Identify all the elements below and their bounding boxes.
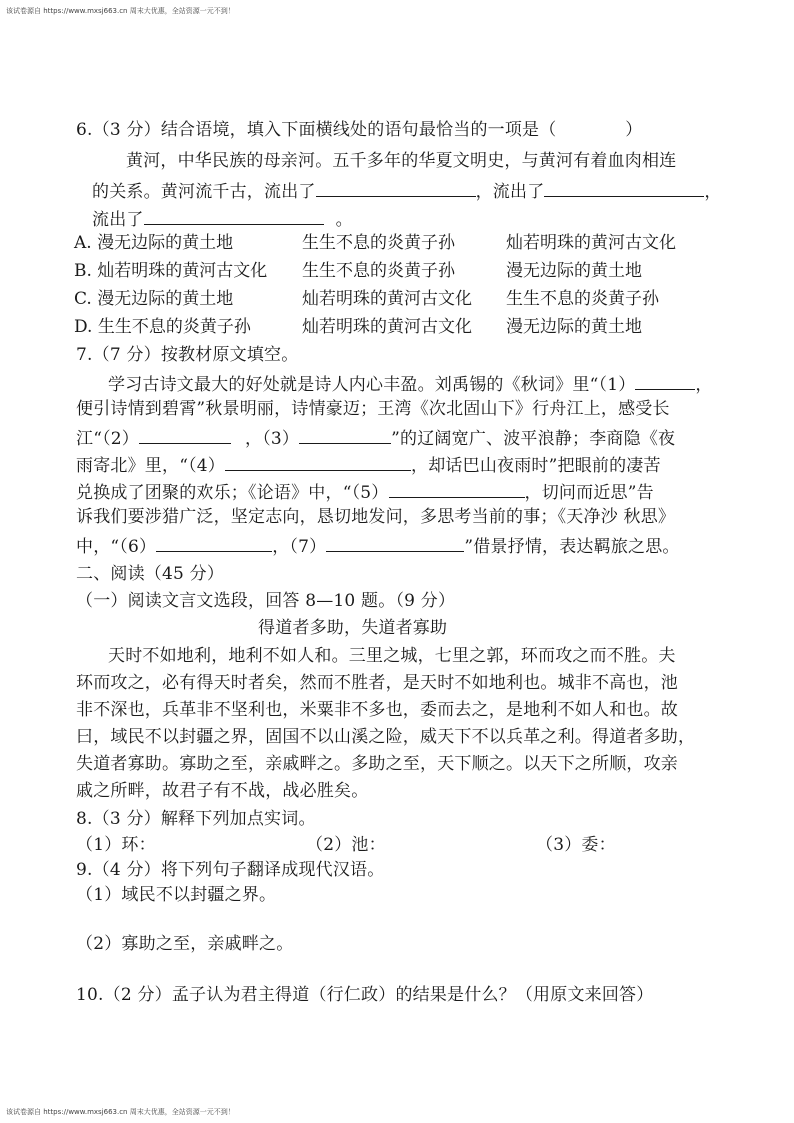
q6-option-a-c: 灿若明珠的黄河古文化 — [506, 233, 676, 253]
q6-option-a[interactable]: A. 漫无边际的黄土地 — [74, 233, 234, 253]
q7-stem: 7.（7 分）按教材原文填空。 — [76, 345, 299, 365]
passage-title: 得道者多助，失道者寡助 — [258, 618, 448, 638]
q7-line-3: 江“（2） ，（3） ”的辽阔宽广、波平浪静；李商隐《夜 — [76, 425, 675, 450]
q6-option-c-c: 生生不息的炎黄子孙 — [506, 289, 659, 309]
q10-stem: 10.（2 分）孟子认为君主得道（行仁政）的结果是什么？（用原文来回答） — [76, 985, 654, 1005]
q6-passage-line-3: 流出了 。 — [92, 206, 353, 231]
section-2-title: 二、阅读（45 分） — [76, 564, 225, 584]
q9-item-1: （1）域民不以封疆之界。 — [76, 885, 277, 905]
footer-banner: 该试卷源自 https://www.mxsj663.cn 周末大优惠，全站资源一元不到！ — [6, 1108, 235, 1116]
q8-item-2: （2）池： — [306, 835, 386, 855]
q6-option-b-c: 漫无边际的黄土地 — [506, 261, 642, 281]
q8-item-1: （1）环： — [76, 835, 156, 855]
passage-line-2: 环而攻之，必有得天时者矣，然而不胜者，是天时不如地利也。城非不高也，池 — [76, 673, 678, 693]
q6-option-d-b: 灿若明珠的黄河古文化 — [302, 317, 472, 337]
q6-passage-line-1: 黄河，中华民族的母亲河。五千多年的华夏文明史，与黄河有着血肉相连 — [126, 151, 677, 171]
q7-line-1: 学习古诗文最大的好处就是诗人内心丰盈。刘禹锡的《秋词》里“（1） ， — [108, 371, 713, 396]
passage-line-5: 失道者寡助。寡助之至，亲戚畔之。多助之至，天下顺之。以天下之所顺，攻亲 — [76, 754, 678, 774]
q8-item-3: （3）委： — [536, 835, 616, 855]
q9-item-2: （2）寡助之至，亲戚畔之。 — [76, 934, 294, 954]
q6-option-a-b: 生生不息的炎黄子孙 — [302, 233, 455, 253]
q6-stem: 6.（3 分）结合语境，填入下面横线处的语句最恰当的一项是（ ） — [76, 120, 643, 140]
q7-blank-4[interactable] — [225, 452, 411, 471]
section-2-subtitle: （一）阅读文言文选段，回答 8—10 题。（9 分） — [76, 591, 456, 611]
q7-line-4: 雨寄北》里，“（4） ，却话巴山夜雨时”把眼前的凄苦 — [76, 452, 661, 477]
q8-stem: 8.（3 分）解释下列加点实词。 — [76, 809, 316, 829]
q6-option-d[interactable]: D. 生生不息的炎黄子孙 — [74, 317, 251, 337]
q7-line-6: 诉我们要涉猎广泛，坚定志向，恳切地发问，多思考当前的事；《天净沙 秋思》 — [76, 507, 676, 527]
q9-stem: 9.（4 分）将下列句子翻译成现代汉语。 — [76, 860, 385, 880]
q6-option-b-b: 生生不息的炎黄子孙 — [302, 261, 455, 281]
q6-blank-3[interactable] — [144, 206, 324, 225]
q7-blank-3[interactable] — [299, 425, 391, 444]
q7-blank-7[interactable] — [326, 533, 464, 552]
q6-option-c-b: 灿若明珠的黄河古文化 — [302, 289, 472, 309]
q6-option-b[interactable]: B. 灿若明珠的黄河古文化 — [74, 261, 268, 281]
q7-line-2: 便引诗情到碧霄”秋景明丽，诗情豪迈；王湾《次北固山下》行舟江上，感受长 — [76, 399, 670, 419]
q7-line-5: 兑换成了团聚的欢乐；《论语》中，“（5） ，切问而近思”告 — [76, 479, 654, 504]
q7-blank-1[interactable] — [635, 371, 695, 390]
q7-blank-2[interactable] — [139, 425, 231, 444]
q6-blank-2[interactable] — [544, 178, 704, 197]
q7-blank-5[interactable] — [389, 479, 525, 498]
q6-option-d-c: 漫无边际的黄土地 — [506, 317, 642, 337]
q6-passage-line-2: 的关系。黄河流千古，流出了 ，流出了 ， — [92, 178, 722, 203]
passage-line-4: 曰，域民不以封疆之界，固国不以山溪之险，威天下不以兵革之利。得道者多助， — [76, 727, 696, 747]
q7-blank-6[interactable] — [156, 533, 272, 552]
header-banner: 该试卷源自 https://www.mxsj663.cn 周末大优惠，全站资源一元不到！ — [6, 7, 235, 15]
q6-blank-1[interactable] — [316, 178, 476, 197]
q7-line-7: 中，“（6） ，（7） ”借景抒情，表达羁旅之思。 — [76, 533, 680, 558]
q6-option-c[interactable]: C. 漫无边际的黄土地 — [74, 289, 234, 309]
passage-line-1: 天时不如地利，地利不如人和。三里之城，七里之郭，环而攻之而不胜。夫 — [108, 646, 676, 666]
passage-line-6: 戚之所畔，故君子有不战，战必胜矣。 — [76, 781, 369, 801]
passage-line-3: 非不深也，兵革非不坚利也，米粟非不多也，委而去之，是地利不如人和也。故 — [76, 700, 678, 720]
